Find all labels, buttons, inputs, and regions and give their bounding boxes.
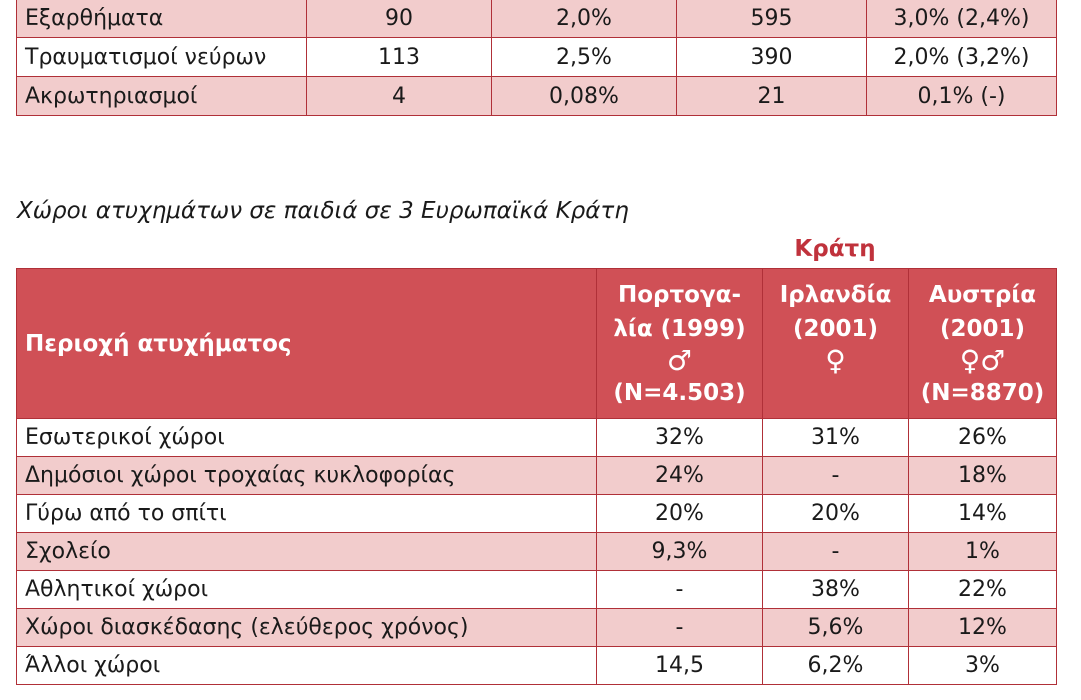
table-cell: 3,0% (2,4%) xyxy=(867,0,1057,38)
austria-cell: 12% xyxy=(909,609,1057,647)
area-cell: Εσωτερικοί χώροι xyxy=(17,419,597,457)
austria-cell: 1% xyxy=(909,533,1057,571)
austria-cell: 3% xyxy=(909,647,1057,685)
austria-cell: 22% xyxy=(909,571,1057,609)
table-cell: 595 xyxy=(677,0,867,38)
header-ireland xyxy=(763,269,909,419)
ireland-cell: 6,2% xyxy=(763,647,909,685)
header-portugal-n: (N=4.503) xyxy=(613,379,746,406)
header-austria xyxy=(909,269,1057,419)
table-cell: 2,5% xyxy=(492,38,677,77)
austria-cell: 26% xyxy=(909,419,1057,457)
portugal-cell: 14,5 xyxy=(597,647,763,685)
table-row xyxy=(17,533,1057,571)
ireland-cell: 38% xyxy=(763,571,909,609)
table-row xyxy=(17,609,1057,647)
female-symbol-icon: ♀ xyxy=(825,343,846,377)
ireland-cell: 31% xyxy=(763,419,909,457)
table-cell: 390 xyxy=(677,38,867,77)
ireland-cell: - xyxy=(763,533,909,571)
row-label: Εξαρθήματα xyxy=(17,0,307,38)
austria-cell: 14% xyxy=(909,495,1057,533)
table-row xyxy=(17,77,1057,116)
ireland-cell: 5,6% xyxy=(763,609,909,647)
area-cell: Χώροι διασκέδασης (ελεύθερος χρόνος) xyxy=(17,609,597,647)
row-label: Τραυματισμοί νεύρων xyxy=(17,38,307,77)
area-cell: Γύρω από το σπίτι xyxy=(17,495,597,533)
area-cell: Άλλοι χώροι xyxy=(17,647,597,685)
male-symbol-icon: ♂ xyxy=(666,343,693,377)
portugal-cell: 24% xyxy=(597,457,763,495)
accident-locations-table xyxy=(16,268,1057,685)
header-austria-line1: Αυστρία xyxy=(928,281,1037,308)
header-portugal-line1: Πορτογα- xyxy=(617,281,741,308)
portugal-cell: 32% xyxy=(597,419,763,457)
area-cell: Δημόσιοι χώροι τροχαίας κυκλοφορίας xyxy=(17,457,597,495)
portugal-cell: - xyxy=(597,609,763,647)
header-austria-line2: (2001) xyxy=(939,315,1026,342)
portugal-cell: 9,3% xyxy=(597,533,763,571)
female-male-symbol-icon: ♀♂ xyxy=(959,343,1006,377)
header-austria-n: (N=8870) xyxy=(920,379,1045,406)
header-ireland-line2: (2001) xyxy=(792,315,879,342)
ireland-cell: 20% xyxy=(763,495,909,533)
table-row xyxy=(17,419,1057,457)
header-ireland-line1: Ιρλανδία xyxy=(779,281,892,308)
table-row xyxy=(17,0,1057,38)
portugal-cell: - xyxy=(597,571,763,609)
table-header-row xyxy=(17,269,1057,419)
table-row xyxy=(17,38,1057,77)
portugal-cell: 20% xyxy=(597,495,763,533)
table-cell: 2,0% xyxy=(492,0,677,38)
table-caption: Χώροι ατυχημάτων σε παιδιά σε 3 Ευρωπαϊκά Κράτη xyxy=(17,198,629,224)
ireland-cell: - xyxy=(763,457,909,495)
table-row xyxy=(17,647,1057,685)
table-cell: 2,0% (3,2%) xyxy=(867,38,1057,77)
table-cell: 21 xyxy=(677,77,867,116)
table-cell: 113 xyxy=(307,38,492,77)
header-portugal-line2: λία (1999) xyxy=(613,315,746,342)
injury-types-table xyxy=(16,0,1057,116)
table-row xyxy=(17,457,1057,495)
table-cell: 0,08% xyxy=(492,77,677,116)
table-cell: 0,1% (-) xyxy=(867,77,1057,116)
column-group-label: Κράτη xyxy=(794,236,876,262)
header-portugal xyxy=(597,269,763,419)
area-cell: Αθλητικοί χώροι xyxy=(17,571,597,609)
table-row xyxy=(17,495,1057,533)
row-label: Ακρωτηριασμοί xyxy=(17,77,307,116)
header-area: Περιοχή ατυχήματος xyxy=(17,269,597,419)
table-row xyxy=(17,571,1057,609)
austria-cell: 18% xyxy=(909,457,1057,495)
area-cell: Σχολείο xyxy=(17,533,597,571)
table-cell: 90 xyxy=(307,0,492,38)
table-cell: 4 xyxy=(307,77,492,116)
